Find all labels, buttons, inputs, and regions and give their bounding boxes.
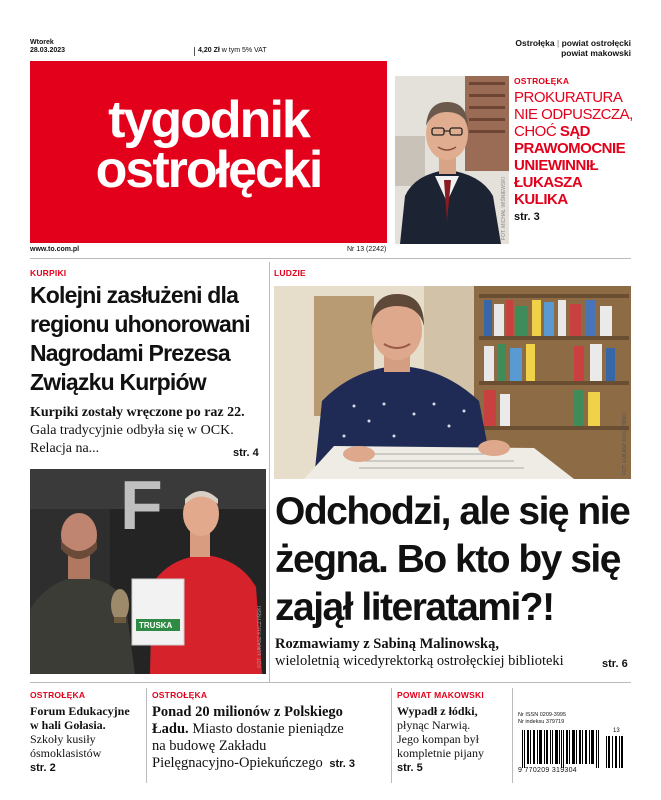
headline-line: Związku Kurpiów <box>30 369 206 395</box>
kurpiki-photo-credit: FOT. ŁUKASZ KUCZYŃSKI <box>257 606 263 668</box>
top-story-page: str. 3 <box>514 211 540 223</box>
svg-text:F: F <box>120 469 163 544</box>
bottom-col-3 <box>397 690 507 774</box>
price <box>198 47 267 54</box>
price-note: w tym 5% VAT <box>221 47 267 54</box>
region-block: Ostrołęka | powiat ostrołęcki powiat makowski <box>515 38 631 58</box>
kurpiki-lead-bold: Kurpiki zostały wręczone po raz 22. <box>30 405 245 420</box>
price-value: 4,20 Zł <box>198 47 220 54</box>
kurpiki-photo <box>30 469 266 674</box>
logo-line-2: ostrołęcki <box>95 141 322 199</box>
headline-line: zajął literatami?! <box>275 586 554 629</box>
bottom-col-1 <box>30 690 140 774</box>
region-city: Ostrołęka <box>515 38 555 48</box>
col1-line: Szkoły kusiły <box>30 732 96 746</box>
index-number: Nr indeksu 379719 <box>518 719 565 725</box>
headline-line: Nagrodami Prezesa <box>30 340 230 366</box>
headline-line: Kolejni zasłużeni dla <box>30 282 239 308</box>
col2-text <box>152 704 390 773</box>
bag-text: TRUSKA <box>139 621 173 630</box>
barcode <box>518 730 631 776</box>
col3-bold-line: Wypadł z łódki, <box>397 704 478 718</box>
col1-text <box>30 704 140 760</box>
col2-page: str. 3 <box>329 758 356 770</box>
col2-line: na budowę Zakładu <box>152 738 267 754</box>
col3-line: płynąc Narwią. <box>397 718 471 732</box>
top-story-headline <box>514 89 634 208</box>
kurpiki-lead-text: Gala tradycyjnie odbyła się w OCK. Relacja na... <box>30 423 234 456</box>
top-story-photo-credit: FOT. MICHAŁ WIŚNIEWSKI <box>501 176 507 240</box>
headline-line: PRAWOMOCNIE <box>514 140 626 157</box>
headline-line: SĄD <box>559 123 591 140</box>
logo-block <box>30 61 387 243</box>
ludzie-page: str. 6 <box>602 658 628 670</box>
col2-line: Pielęgnacyjno-Opiekuńczego <box>152 755 323 771</box>
ludzie-photo <box>274 286 631 479</box>
kurpiki-headline <box>30 281 266 397</box>
col3-page: str. 5 <box>397 762 423 774</box>
ludzie-photo-credit: FOT. ŁUKASZ KUCZYŃSKI <box>622 413 628 475</box>
bottom-col-4 <box>518 712 631 726</box>
col3-section: POWIAT MAKOWSKI <box>397 690 484 700</box>
headline-line: CHOĆ <box>514 123 557 140</box>
col2-bold-line: Ponad 20 milionów z Polskiego <box>152 704 343 720</box>
headline-line: ŁUKASZA <box>514 174 583 191</box>
region-county-1: powiat ostrołęcki <box>561 38 631 48</box>
headline-line: regionu uhonorowani <box>30 311 250 337</box>
ludzie-headline <box>275 488 635 632</box>
ludzie-lead <box>275 636 631 670</box>
issue-date: 28.03.2023 <box>30 47 66 54</box>
headline-line: Odchodzi, ale się nie <box>275 490 630 533</box>
kurpiki-page: str. 4 <box>233 447 259 459</box>
barcode-number: 9 770209 319304 <box>518 767 577 774</box>
headline-line: żegna. Bo kto by się <box>275 538 620 581</box>
col3-line: kompletnie pijany <box>397 746 484 760</box>
col2-section: OSTROŁĘKA <box>152 690 208 700</box>
col1-section: OSTROŁĘKA <box>30 690 86 700</box>
top-story-section: OSTROŁĘKA <box>514 76 570 86</box>
col2-line: Miasto dostanie pieniądze <box>188 721 344 737</box>
weekday: Wtorek <box>30 39 54 46</box>
website: www.to.com.pl <box>30 246 80 253</box>
col1-page: str. 2 <box>30 762 56 774</box>
ludzie-section: LUDZIE <box>274 268 306 278</box>
col2-bold-line: Ładu. <box>152 721 189 737</box>
col1-bold-line: w hali Gołasia. <box>30 718 106 732</box>
kurpiki-section: KURPIKI <box>30 268 67 278</box>
logo-line-1: tygodnik <box>108 91 309 149</box>
ludzie-lead-text: wieloletnią wicedyrektorką ostrołęckiej biblioteki <box>275 653 564 669</box>
region-county-2: powiat makowski <box>561 48 631 58</box>
headline-line: PROKURATURA <box>514 89 623 106</box>
bottom-col-2 <box>152 690 390 773</box>
headline-line: NIE ODPUSZCZA, <box>514 106 633 123</box>
logo <box>30 91 387 199</box>
ludzie-lead-bold: Rozmawiamy z Sabiną Malinowską, <box>275 636 499 652</box>
headline-line: KULIKA <box>514 191 568 208</box>
col3-text <box>397 704 507 760</box>
top-story <box>514 76 634 223</box>
barcode-addon: 13 <box>613 728 620 734</box>
issue-number: Nr 13 (2242) <box>347 246 387 253</box>
woman-library-illustration <box>274 286 631 479</box>
col1-line: ósmoklasistów <box>30 746 102 760</box>
date-block <box>30 39 65 55</box>
col3-line: Jego kompan był <box>397 732 479 746</box>
award-ceremony-illustration <box>30 469 266 674</box>
issn: Nr ISSN 0209-3995 <box>518 712 566 718</box>
kurpiki-lead <box>30 404 266 458</box>
col1-bold-line: Forum Edukacyjne <box>30 704 130 718</box>
man-portrait-illustration <box>395 76 509 244</box>
top-story-photo <box>395 76 509 244</box>
headline-line: UNIEWINNIŁ <box>514 157 599 174</box>
